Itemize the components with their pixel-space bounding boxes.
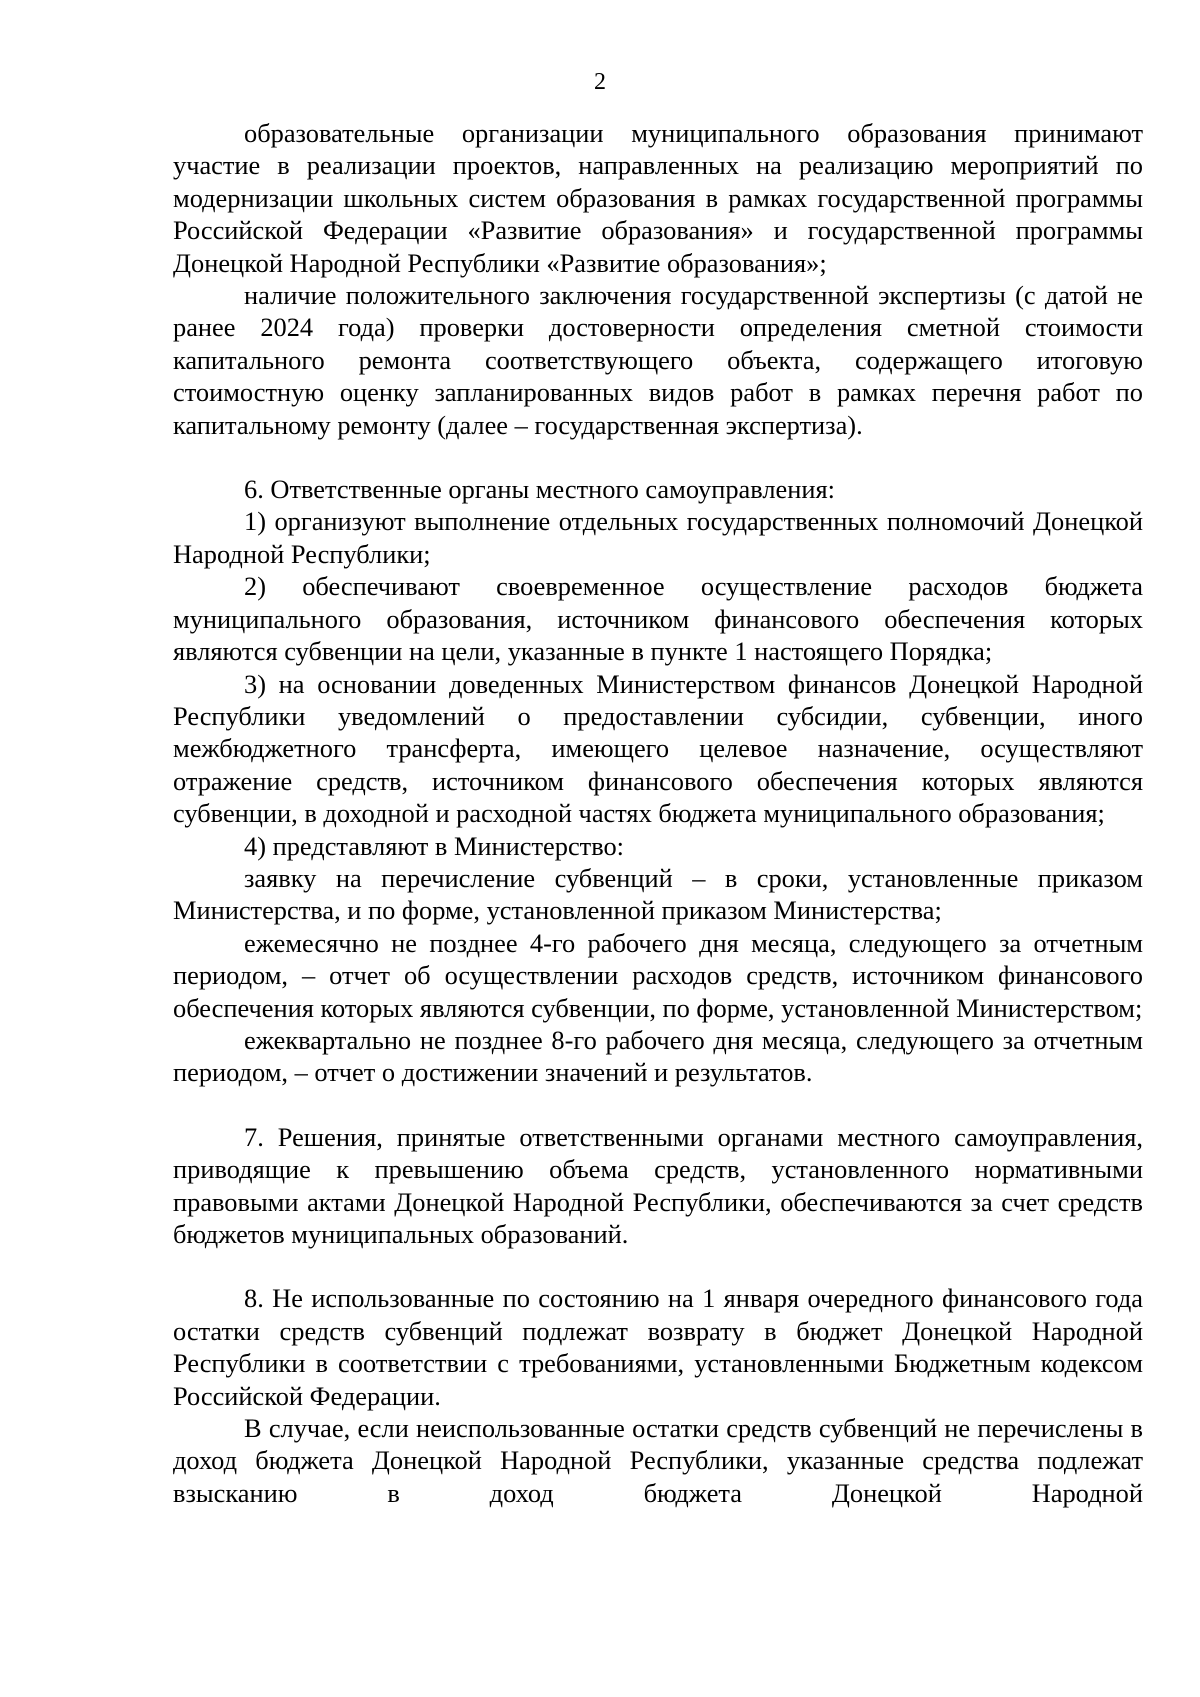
paragraph-state-expertise: наличие положительного заключения государственной экспертизы (с датой не ранее 2024 года) проверки достоверности определения сметной стоимости капитального ремонта соответствующего объекта, содержащего итоговую стоимостную оценку запланированных видов работ в рамках перечня работ по капитальному ремонту (далее – государственная экспертиза). (173, 280, 1143, 440)
page-number: 2 (594, 69, 606, 95)
section-6-item-4-quarterly-report: ежеквартально не позднее 8-го рабочего дня месяца, следующего за отчетным периодом, – отчет о достижении значений и результатов. (173, 1024, 1143, 1088)
paragraph-education-programs: образовательные организации муниципального образования принимают участие в реализации проектов, направленных на реализацию мероприятий по модернизации школьных систем образования в рамках государственной программы Российской Федерации «Развитие образования» и государственной программы Донецкой Народной Республики «Развитие образования»; (173, 118, 1143, 278)
section-7-text: 7. Решения, принятые ответственными органами местного самоуправления, приводящие к превышению объема средств, установленного нормативными правовыми актами Донецкой Народной Республики, обеспечиваются за счет средств бюджетов муниципальных образований. (173, 1121, 1143, 1249)
document-body (173, 117, 1143, 1509)
section-6-item-1: 1) организуют выполнение отдельных государственных полномочий Донецкой Народной Республики; (173, 506, 1143, 569)
section-8-continuation: В случае, если неиспользованные остатки средств субвенций не перечислены в доход бюджета Донецкой Народной Республики, указанные средства подлежат взысканию в доход бюджета Донецкой Народной (173, 1413, 1143, 1508)
section-6-item-3: 3) на основании доведенных Министерством финансов Донецкой Народной Республики уведомлений о предоставлении субсидии, субвенции, иного межбюджетного трансферта, имеющего целевое назначение, осуществляют отражение средств, источником финансового обеспечения которых являются субвенции, в доходной и расходной частях бюджета муниципального образования; (173, 668, 1143, 829)
section-8-text: 8. Не использованные по состоянию на 1 января очередного финансового года остатки средств субвенций подлежат возврату в бюджет Донецкой Народной Республики в соответствии с требованиями, установленными Бюджетным кодексом Российской Федерации. (173, 1283, 1143, 1411)
section-6-item-4: 4) представляют в Министерство: (244, 830, 624, 861)
section-6-item-4-application: заявку на перечисление субвенций – в сроки, установленные приказом Министерства, и по форме, установленной приказом Министерства; (173, 862, 1143, 926)
section-6-item-2: 2) обеспечивают своевременное осуществление расходов бюджета муниципального образования, источником финансового обеспечения которых являются субвенции на цели, указанные в пункте 1 настоящего Порядка; (173, 571, 1143, 667)
section-6-item-4-monthly-report: ежемесячно не позднее 4-го рабочего дня месяца, следующего за отчетным периодом, – отчет об осуществлении расходов средств, источником финансового обеспечения которых являются субвенции, по форме, установленной Министерством; (173, 927, 1143, 1023)
section-6-heading: 6. Ответственные органы местного самоуправления: (244, 474, 835, 505)
